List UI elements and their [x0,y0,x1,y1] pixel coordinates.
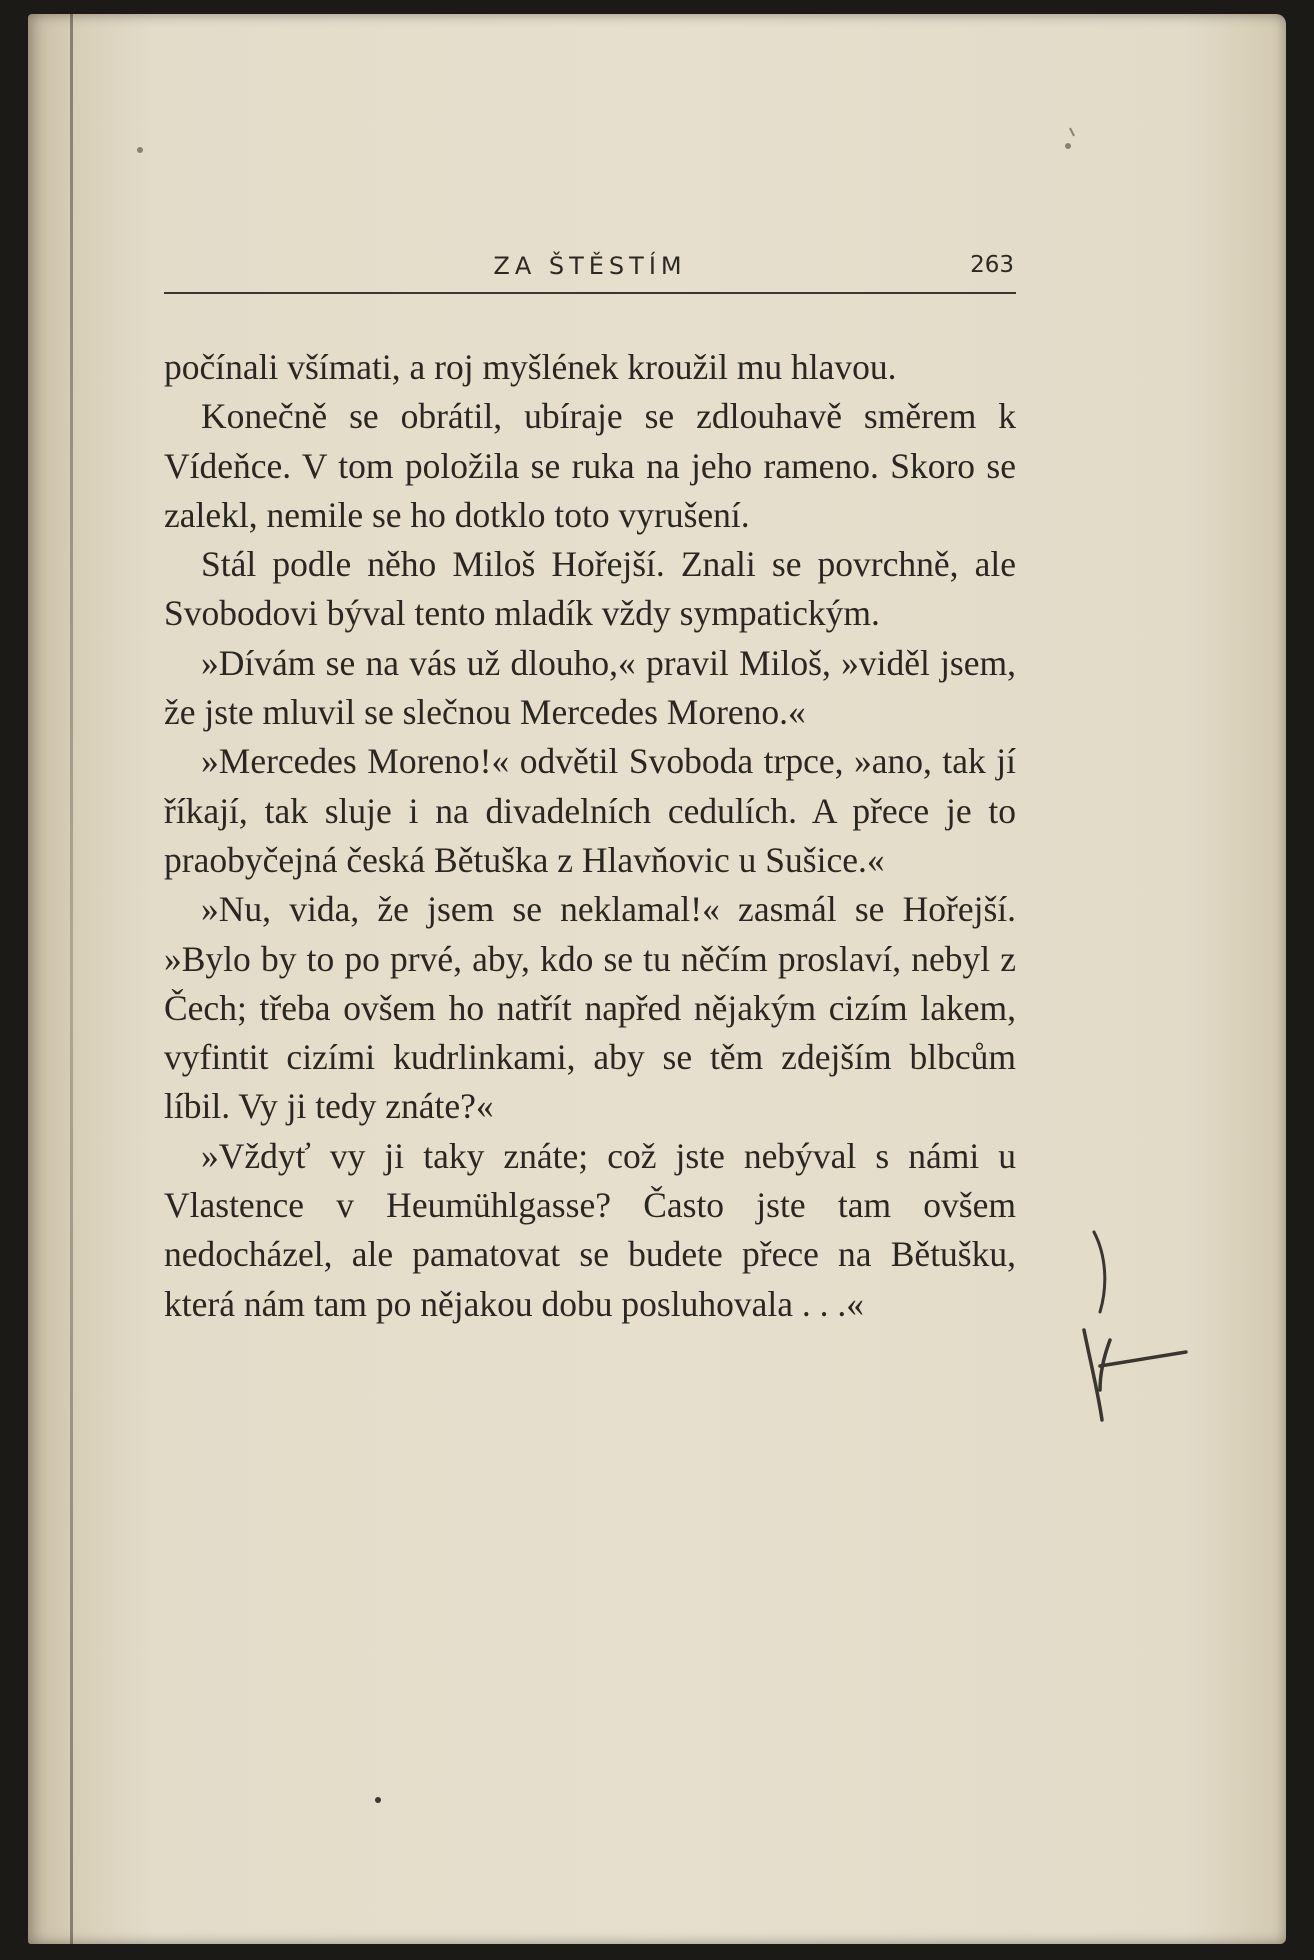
paragraph-2: Konečně se obrátil, ubíraje se zdlouhavě směrem k Vídeňce. V tom položila se ruka na jeho rameno. Skoro se zalekl, nemile se ho dotklo toto vyrušení. [164,396,1016,535]
page-body [164,343,1016,1329]
page-binding-edge [70,14,73,1944]
running-header [164,248,1016,294]
paragraph-1: počínali všímati, a roj myšlének kroužil mu hlavou. [164,347,897,387]
paragraph-7: »Vždyť vy ji taky znáte; což jste nebýval s námi u Vlastence v Heumühlgasse? Často jste tam ovšem nedocházel, ale pamatovat se budete přece na Bětušku, která nám tam po nějakou dobu posluhovala . . .« [164,1135,1016,1324]
running-header-title: ZA ŠTĚSTÍM [493,252,687,280]
paragraph-3: Stál podle něho Miloš Hořejší. Znali se povrchně, ale Svobodovi býval tento mladík vždy sympatickým. [164,544,1016,634]
page-number: 263 [970,252,1014,278]
paragraph-6: »Nu, vida, že jsem se neklamal!« zasmál se Hořejší. »Bylo by to po prvé, aby, kdo se tu něčím proslaví, nebyl z Čech; třeba ovšem ho natřít napřed nějakým cizím lakem, vyfintit cizími kudrlinkami, aby se těm zdejším blbcům líbil. Vy ji tedy znáte?« [164,889,1016,1127]
paragraph-5: »Mercedes Moreno!« odvětil Svoboda trpce, »ano, tak jí říkají, tak sluje i na divadelních cedulích. A přece je to praobyčejná česká Bětuška z Hlavňovic u Sušice.« [164,741,1016,880]
paragraph-4: »Dívám se na vás už dlouho,« pravil Miloš, »viděl jsem, že jste mluvil se slečnou Mercedes Moreno.« [164,642,1016,733]
